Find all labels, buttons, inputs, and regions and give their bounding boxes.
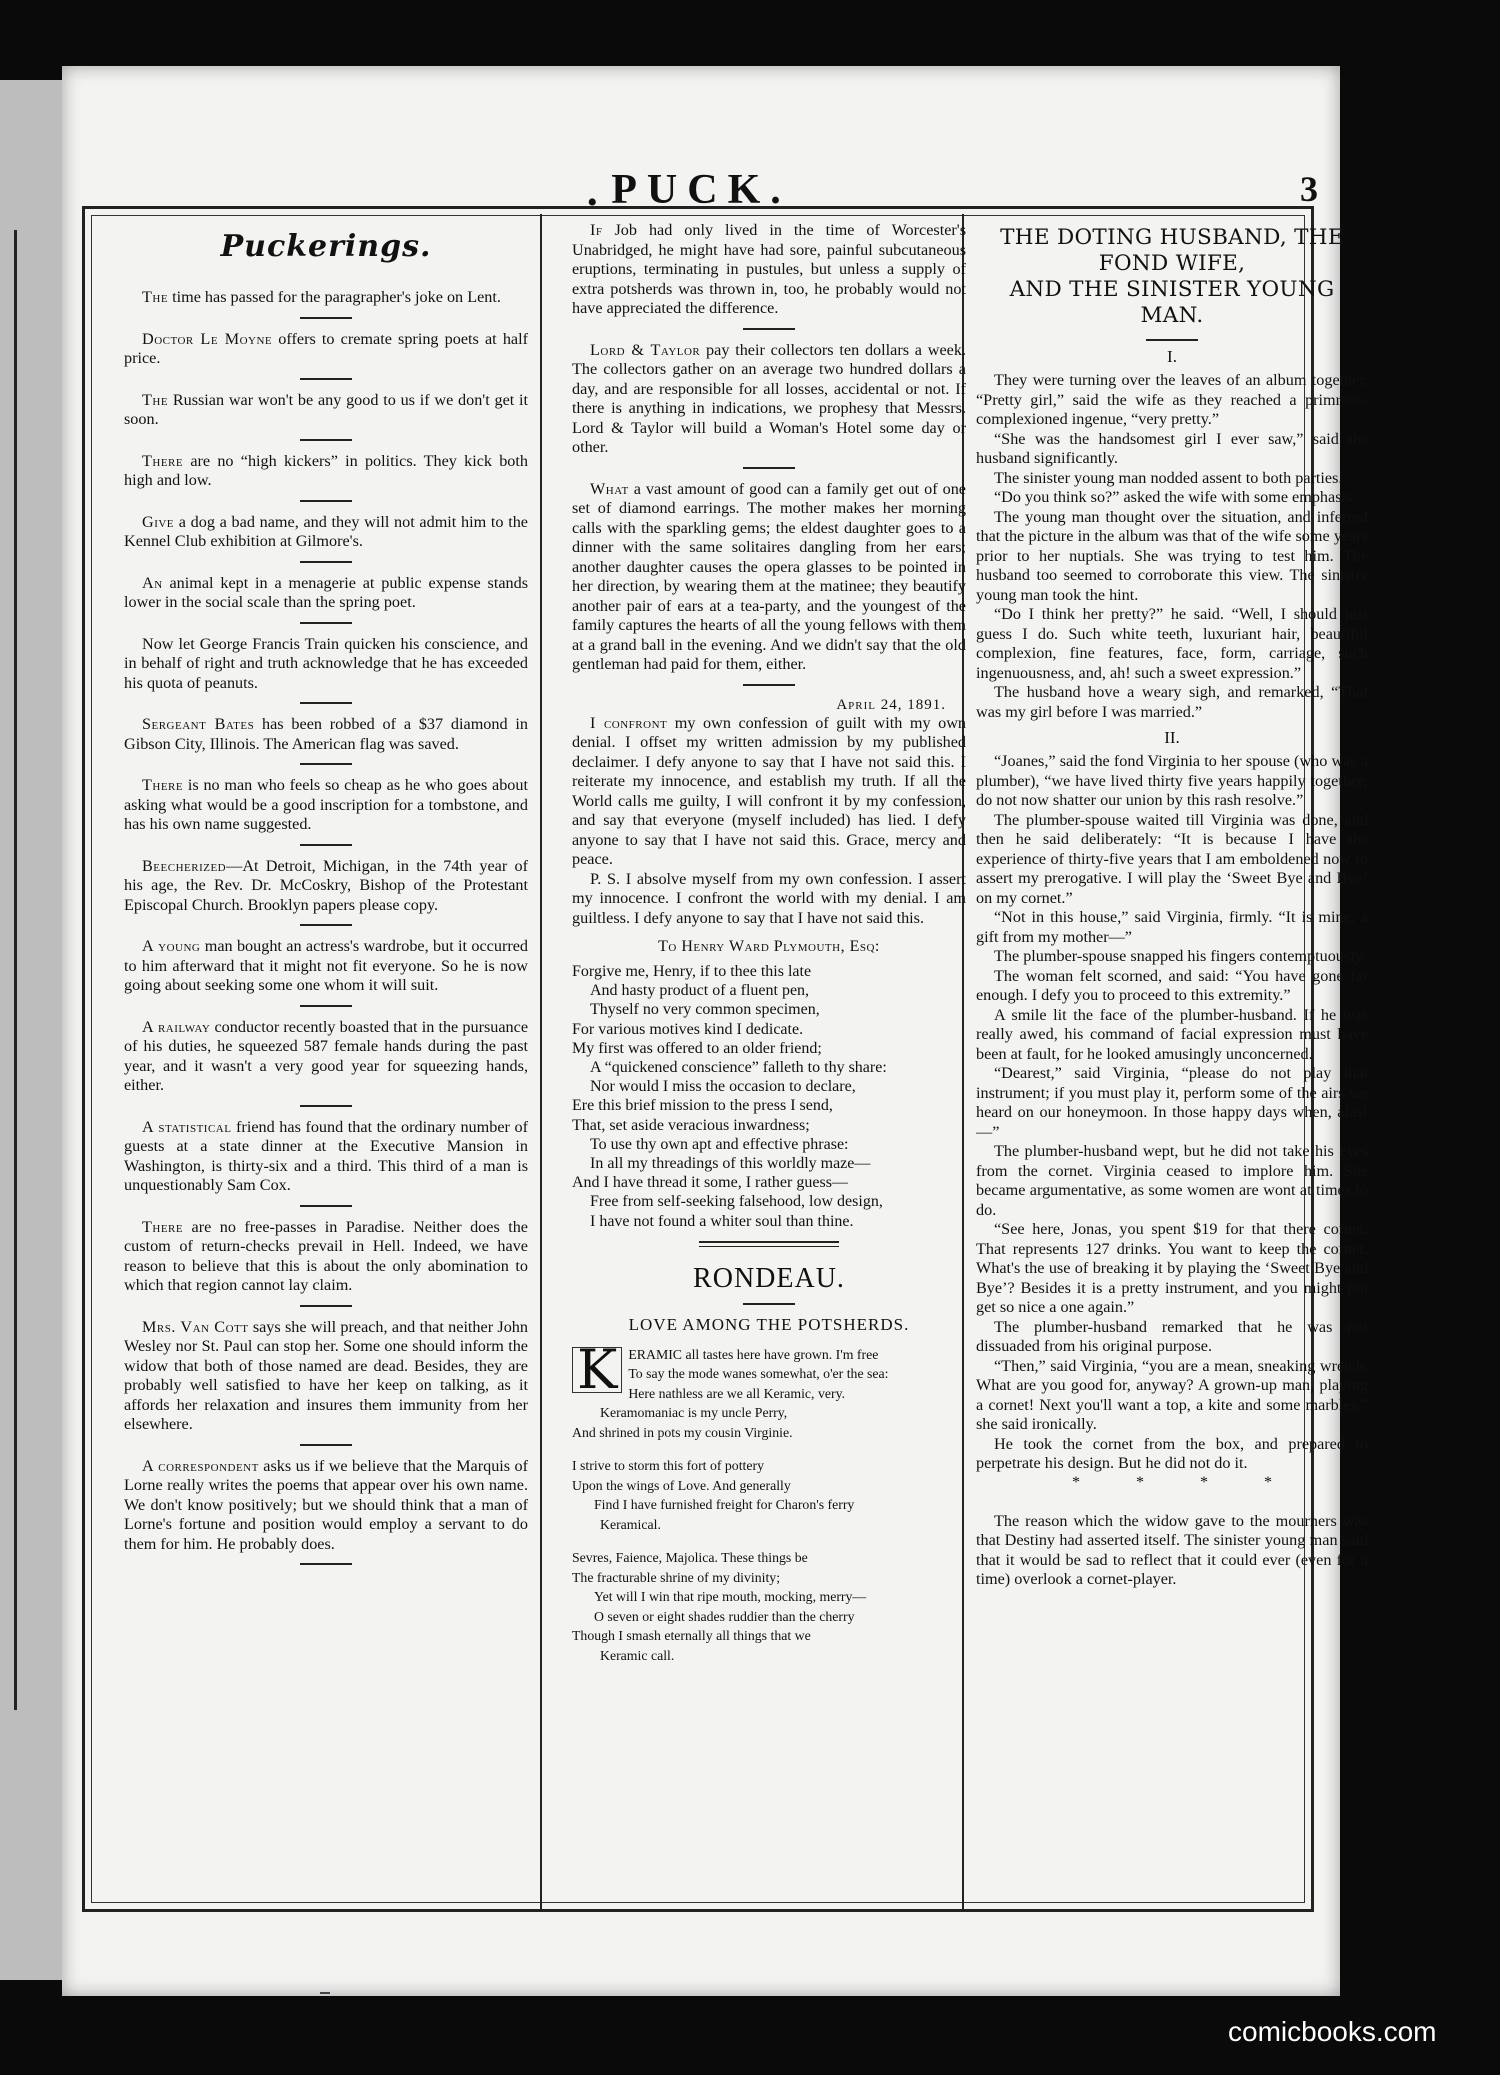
story-paragraph: The plumber-spouse snapped his fingers contemptuously. — [994, 947, 1366, 965]
paragraph — [124, 452, 528, 491]
dedication-poem — [572, 962, 966, 1231]
poem-line: Nor would I miss the occasion to declare, — [590, 1078, 856, 1096]
paragraph-text: time has passed for the paragrapher's joke on Lent. — [168, 288, 501, 306]
story-paragraph: The plumber-husband remarked that he was not dissuaded from his original purpose. — [976, 1317, 1368, 1355]
story-paragraph: “Do you think so?” asked the wife with some emphasis. — [994, 488, 1357, 506]
paragraph-lead: There — [142, 1217, 184, 1236]
paragraph-text: pay their collectors ten dollars a week. The collectors gather on an average two hundred dollars a day, and are responsible for all losses, accidental or not. If there is anything in indications, we prophesy that Messrs. Lord & Taylor will build a Woman's Hotel some day or other. — [572, 340, 966, 456]
paragraph — [124, 288, 528, 308]
stanza-gap — [572, 1442, 966, 1456]
paragraph-lead: There — [142, 776, 184, 794]
poem-line: Ere this brief mission to the press I send, — [572, 1097, 833, 1115]
separator — [1146, 339, 1198, 341]
story-paragraph: The sinister young man nodded assent to both parties. — [994, 468, 1343, 487]
paragraph — [124, 1218, 528, 1296]
rondeau-title: RONDEAU. — [693, 1262, 845, 1294]
paragraph — [124, 857, 528, 916]
paragraph — [124, 513, 528, 552]
paragraph-lead: A correspondent — [142, 1456, 259, 1475]
masthead-dot: • — [587, 186, 598, 219]
story-paragraph: “Do I think her pretty?” he said. “Well, I should just guess I do. Such white teeth, luxuriant hair, beautiful complexion, fine features, face, form, carriage, such ingenuousness, and, ah! such a sweet expression.” — [976, 605, 1368, 682]
paragraph-text: offers to cremate spring poets at half price. — [124, 329, 528, 367]
poem-line: Forgive me, Henry, if to thee this late — [572, 963, 812, 980]
rondeau-line: Find I have furnished freight for Charon's ferry — [594, 1497, 855, 1513]
paragraph-lead: A statistical — [142, 1117, 232, 1136]
double-rule — [699, 1241, 839, 1247]
separator — [300, 1563, 352, 1565]
paragraph-text: asks us if we believe that the Marquis of Lorne really writes the poems that appear over his own name. We don't know positively; but we should think that a man of Lorne's fortune and position would employ a servant to do them for him. He probably does. — [124, 1456, 528, 1553]
paragraph-lead: What — [590, 479, 629, 498]
part-two-paragraphs — [976, 752, 1368, 1474]
paragraph-lead: Sergeant Bates — [142, 715, 255, 733]
middle-items — [572, 221, 966, 686]
separator — [300, 439, 352, 441]
story-paragraph: “Joanes,” said the fond Virginia to her spouse (who was a plumber), “we have lived thirty five years happily together; do not now shatter our union by this rash resolve.” — [976, 752, 1368, 809]
paragraph-lead: Doctor Le Moyne — [142, 329, 273, 348]
page-number: 3 — [1300, 169, 1318, 209]
story-paragraph: The young man thought over the situation, and inferred that the picture in the album was that of the wife some years prior to her nuptials. She was trying to test him. The husband too seemed to corroborate this view. The sinister young man took the hint. — [976, 507, 1368, 604]
puckerings-heading: Puckerings. — [220, 229, 432, 264]
poem-line: My first was offered to an older friend; — [572, 1039, 822, 1057]
paragraph-text: Now let George Francis Train quicken his conscience, and in behalf of right and truth acknowledge that he has exceeded his quota of peanuts. — [124, 634, 528, 692]
poem-line: For various motives kind I dedicate. — [572, 1020, 804, 1038]
paragraph-text: man bought an actress's wardrobe, but it occurred to him afterward that it might not fit everyone. So he is now going about seeking some one whom it will suit. — [124, 937, 528, 994]
separator — [300, 561, 352, 563]
paragraph-text: my own confession of guilt with my own denial. I offset my written admission by my published declaimer. I defy anyone to say that I have not said this. I reiterate my innocence, and establish my truth. If all the World calls me guilty, I will confront it by my confession, and say that everyone (myself included) has lied. I defy anyone to say that I have not said this. Grace, mercy and peace. — [572, 713, 966, 868]
paragraph-text: are no free-passes in Paradise. Neither does the custom of return-checks prevail in Hell. Indeed, we have reason to believe that this is about the only abomination to which that region cannot lay claim. — [124, 1217, 528, 1294]
paragraph-text: P. S. I absolve myself from my own confession. I assert my innocence. I confront the world with my denial. I am guiltless. I defy anyone to say that I have not said this. — [572, 869, 966, 927]
paragraph — [572, 341, 966, 458]
paragraph-text: a dog a bad name, and they will not admit him to the Kennel Club exhibition at Gilmore's. — [124, 512, 528, 550]
magazine-page — [62, 66, 1368, 1996]
story-paragraph: “Then,” said Virginia, “you are a mean, sneaking wretch. What are you good for, anyway? A grown-up man, playing a cornet! Next you'll want a top, a kite and some marbles,” she said ironically. — [976, 1356, 1368, 1433]
separator — [300, 1305, 352, 1307]
paragraph-text: has been robbed of a $37 diamond in Gibson City, Illinois. The American flag was saved. — [124, 715, 528, 753]
gutter-rule — [14, 230, 17, 1710]
separator — [300, 317, 352, 319]
poem-line: To use thy own apt and effective phrase: — [590, 1135, 849, 1153]
paragraph-text: Russian war won't be any good to us if we don't get it soon. — [124, 390, 528, 428]
separator — [743, 467, 795, 469]
separator — [300, 1444, 352, 1446]
paragraph-text: friend has found that the ordinary number of guests at a state dinner at the Executive Mansion in Washington, is thirty-six and a third. This third of a man is unquestionably Sam Cox. — [124, 1117, 528, 1194]
poem-line: A “quickened conscience” falleth to thy share: — [590, 1059, 887, 1077]
separator — [743, 1303, 795, 1305]
paragraph — [572, 221, 966, 319]
paragraph-text: animal kept in a menagerie at public expense stands lower in the social scale than the spring poet. — [124, 573, 528, 611]
separator — [300, 1005, 352, 1007]
paragraph — [572, 714, 966, 870]
separator — [300, 622, 352, 624]
asterism: * * * * — [1072, 1473, 1272, 1491]
story-paragraph: A smile lit the face of the plumber-husband. If he was really awed, his command of facial expression must have been at fault, for he looked amusingly unconcerned. — [976, 1005, 1368, 1063]
story-title — [976, 225, 1368, 329]
story-paragraph: They were turning over the leaves of an album together. “Pretty girl,” said the wife as they reached a primrose-complexioned ingenue, “very pretty.” — [976, 371, 1368, 428]
paragraph — [124, 574, 528, 613]
watermark: comicbooks.com — [1228, 2016, 1437, 2047]
paragraph — [124, 635, 528, 694]
poem-line: And I have thread it some, I rather guess— — [572, 1174, 848, 1192]
separator — [300, 500, 352, 502]
story-conclusion: The reason which the widow gave to the mourners was that Destiny had asserted itself. The sinister young man said that it would be sad to reflect that it could ever (even for a time) overlook a cornet-player. — [976, 1511, 1368, 1588]
rondeau-line: Though I smash eternally all things that we — [572, 1628, 811, 1644]
story-paragraph: “She was the handsomest girl I ever saw,” said the husband significantly. — [976, 429, 1368, 467]
paragraph-text: Job had only lived in the time of Worcester's Unabridged, he might have had sore, painful subcutaneous eruptions, terminating in pustules, but unless a supply of extra potsherds was thrown in, too, he probably would not have appreciated the difference. — [572, 221, 966, 317]
paragraph — [124, 1457, 528, 1555]
rondeau-line: To say the mode wanes somewhat, o'er the sea: — [628, 1366, 889, 1382]
separator — [300, 844, 352, 846]
paragraph-lead: Lord & Taylor — [590, 340, 701, 359]
rondeau-line: I strive to storm this fort of pottery — [572, 1458, 764, 1474]
rondeau-line: Sevres, Faience, Majolica. These things be — [572, 1550, 808, 1566]
rondeau-line: The fracturable shrine of my divinity; — [572, 1569, 781, 1585]
column-puckerings — [124, 221, 528, 1901]
poem-line: Thyself no very common specimen, — [590, 1001, 820, 1019]
rondeau-subtitle: LOVE AMONG THE POTSHERDS. — [628, 1314, 910, 1334]
rondeau-line: Yet will I win that ripe mouth, mocking, merry— — [594, 1589, 867, 1605]
rondeau-line: And shrined in pots my cousin Virginie. — [572, 1424, 793, 1440]
paragraph-lead: An — [142, 573, 163, 592]
separator — [300, 763, 352, 765]
paragraph-lead: A young — [142, 937, 201, 955]
story-paragraph: “See here, Jonas, you spent $19 for that there cornet. That represents 127 drinks. You want to keep the cornet. What's the use of breaking it by playing the ‘Sweet Bye and Bye’? Besides it is a pretty instrument, and you might not get so nice a one again.” — [976, 1220, 1368, 1316]
rondeau-line: Keramic call. — [600, 1647, 675, 1663]
stanza-gap — [572, 1534, 966, 1548]
separator — [300, 378, 352, 380]
paragraph — [124, 937, 528, 996]
paragraph-text: —At Detroit, Michigan, in the 74th year of his age, the Rev. Dr. McCoskry, Bishop of the Protestant Episcopal Church. Brooklyn papers please copy. — [124, 856, 528, 914]
rondeau-poem — [572, 1337, 966, 1666]
paragraph-lead: The — [142, 288, 169, 306]
paragraph — [124, 715, 528, 754]
rondeau-line: Keramical. — [600, 1516, 661, 1532]
story-paragraph: He took the cornet from the box, and prepared to perpetrate his design. But he did not do it. — [976, 1434, 1368, 1472]
rondeau-line: Here nathless are we all Keramic, very. — [628, 1385, 846, 1401]
story-paragraph: “Not in this house,” said Virginia, firmly. “It is mine, a gift from my mother—” — [976, 908, 1368, 946]
confession — [572, 714, 966, 929]
bottom-mark — [320, 1992, 330, 1994]
paragraph-lead: A railway — [142, 1017, 211, 1036]
story-paragraph: “Dearest,” said Virginia, “please do not play that instrument; if you must play it, perform some of the airs we heard on our honeymoon. In those happy days when, alas!—” — [976, 1064, 1368, 1141]
part-two-numeral: II. — [1164, 728, 1180, 747]
column-middle — [572, 221, 966, 1901]
dedication-line: To Henry Ward Plymouth, Esq: — [658, 938, 880, 955]
paragraph — [124, 776, 528, 835]
paragraph-text: a vast amount of good can a family get out of one set of diamond earrings. The mother makes her morning calls with the sparkling gems; the eldest daughter goes to a dinner with the same solitaires dangling from her ears; another daughter causes the opera glasses to be pointed in her direction, by wearing them at the matinee; they beautify another pair of ears at a tea-party, and the youngest of the family captures the hearts of all the young fellows with them at a grand ball in the evening. And we didn't say that the old gentleman had paid for them, either. — [572, 479, 966, 673]
rondeau-line: Keramomaniac is my uncle Perry, — [600, 1405, 788, 1421]
poem-line: And hasty product of a fluent pen, — [590, 982, 810, 1000]
rondeau-line: ERAMIC all tastes here have grown. I'm free — [628, 1346, 879, 1362]
rondeau-line: O seven or eight shades ruddier than the cherry — [594, 1608, 855, 1624]
paragraph-text: is no man who feels so cheap as he who goes about asking what would be a good inscription for a tombstone, and has his own name suggested. — [124, 776, 528, 833]
paragraph-text: conductor recently boasted that in the pursuance of his duties, he squeezed 587 female hands during the past year, and it wasn't a very good year for squeezing hands, either. — [124, 1017, 528, 1094]
poem-line: That, set aside veracious inwardness; — [572, 1116, 810, 1134]
paragraph — [124, 330, 528, 369]
paragraph — [124, 1018, 528, 1096]
poem-line: I have not found a whiter soul than thine. — [590, 1212, 854, 1230]
separator — [300, 924, 352, 926]
rondeau-lines — [572, 1345, 966, 1666]
separator — [300, 702, 352, 704]
paragraph-text: says she will preach, and that neither John Wesley nor St. Paul can stop her. Some one should inform the widow that both of those named are dead. Besides, they are probably well satisfied to have her keep on talking, as it affords her relaxation and insures them immunity from her elsewhere. — [124, 1317, 528, 1433]
dateline: April 24, 1891. — [836, 696, 946, 713]
paragraph — [124, 1118, 528, 1196]
story-paragraph: The plumber-spouse waited till Virginia was done, and then he said deliberately: “It is because I have the experience of thirty-five years that I am emboldened now to assert my prerogative. I will play the ‘Sweet Bye and Bye’ on my cornet.” — [976, 810, 1368, 907]
story-paragraph: The plumber-husband wept, but he did not take his eyes from the cornet. Virginia ceased to implore him. She became argumentative, as some women are wont at times to do. — [976, 1142, 1368, 1219]
paragraph — [124, 391, 528, 430]
separator — [300, 1105, 352, 1107]
separator — [743, 684, 795, 686]
story-paragraph: The husband hove a weary sigh, and remarked, “That was my girl before I was married.” — [976, 683, 1368, 721]
puckerings-items — [124, 288, 528, 1565]
part-one-numeral: I. — [1167, 347, 1177, 366]
separator — [300, 1205, 352, 1207]
paragraph — [572, 870, 966, 929]
story-title-line-2: AND THE SINISTER YOUNG MAN. — [1009, 277, 1335, 328]
drop-cap: K — [572, 1347, 622, 1393]
story-paragraph: The woman felt scorned, and said: “You have gone far enough. I defy you to proceed to this extremity.” — [976, 966, 1368, 1004]
paragraph-text: are no “high kickers” in politics. They kick both high and low. — [124, 451, 528, 489]
paragraph-lead: There — [142, 451, 184, 470]
paragraph-lead: I confront — [590, 713, 668, 732]
column-rule-1 — [540, 214, 542, 1910]
masthead-title: PUCK. — [611, 167, 791, 213]
column-story — [976, 221, 1368, 1901]
poem-line: Free from self-seeking falsehood, low design, — [590, 1193, 883, 1211]
paragraph-lead: Mrs. Van Cott — [142, 1317, 249, 1336]
paragraph-lead: If — [590, 221, 603, 239]
poem-line: In all my threadings of this worldly maze— — [590, 1155, 871, 1173]
paragraph — [572, 480, 966, 675]
left-page-gutter — [0, 80, 62, 1980]
paragraph — [124, 1318, 528, 1435]
rondeau-line: Upon the wings of Love. And generally — [572, 1477, 791, 1493]
paragraph-lead: Beecherized — [142, 856, 227, 875]
paragraph-lead: Give — [142, 512, 175, 531]
separator — [743, 328, 795, 330]
part-one-paragraphs — [976, 371, 1368, 722]
paragraph-lead: The — [142, 390, 169, 409]
story-title-line-1: THE DOTING HUSBAND, THE FOND WIFE, — [1000, 225, 1344, 276]
